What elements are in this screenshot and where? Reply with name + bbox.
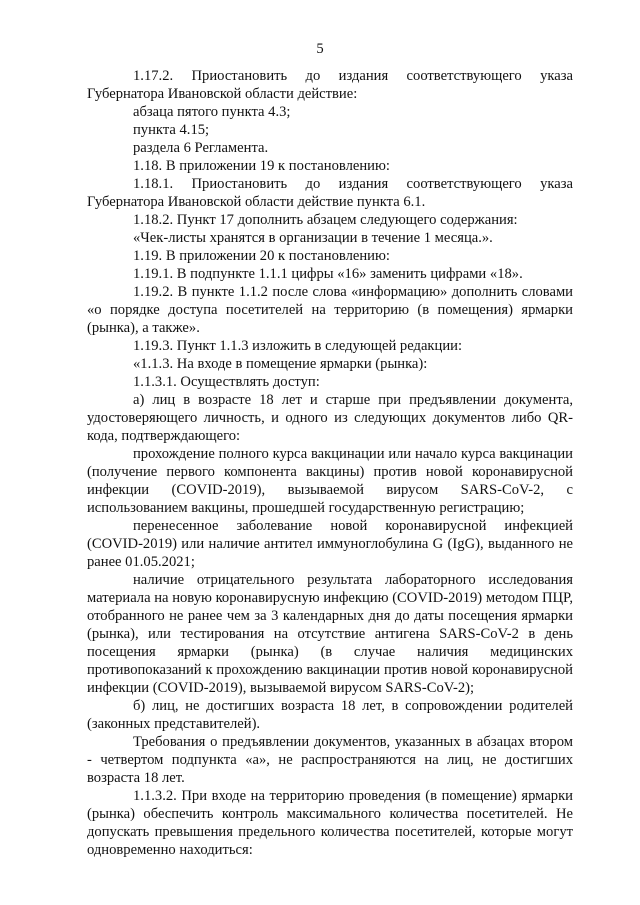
paragraph: 1.18. В приложении 19 к постановлению: — [133, 158, 390, 174]
paragraph: а) лиц в возрасте 18 лет и старше при предъявлении документа, удостоверяющего личность, и одного из следующих документов либо QR-кода, подтверждающего: — [87, 392, 573, 444]
paragraph: перенесенное заболевание новой коронавирусной инфекцией (COVID-2019) или наличие антител иммуноглобулина G (IgG), выданного не ранее 01.05.2021; — [87, 518, 573, 570]
paragraph: Требования о предъявлении документов, указанных в абзацах втором - четвертом подпункта «а», не распространяются на лиц, не достигших возраста 18 лет. — [87, 734, 573, 786]
paragraph: пункта 4.15; — [133, 122, 210, 138]
paragraph: 1.19.1. В подпункте 1.1.1 цифры «16» заменить цифрами «18». — [133, 266, 523, 282]
paragraph: раздела 6 Регламента. — [133, 140, 269, 156]
paragraph: 1.17.2. Приостановить до издания соответствующего указа Губернатора Ивановской области действие: — [87, 68, 573, 102]
paragraph: «1.1.3. На входе в помещение ярмарки (рынка): — [133, 356, 428, 372]
page-number: 5 — [316, 41, 324, 57]
paragraph: 1.18.1. Приостановить до издания соответствующего указа Губернатора Ивановской области действие пункта 6.1. — [87, 176, 573, 210]
paragraph: 1.19.3. Пункт 1.1.3 изложить в следующей редакции: — [133, 338, 462, 354]
paragraph: 1.18.2. Пункт 17 дополнить абзацем следующего содержания: — [133, 212, 518, 228]
paragraph: б) лиц, не достигших возраста 18 лет, в сопровождении родителей (законных представителей). — [87, 698, 573, 732]
paragraph: 1.1.3.2. При входе на территорию проведения (в помещение) ярмарки (рынка) обеспечить контроль максимального количества посетителей. Не допускать превышения предельного количества посетителей, которые могут одновременно находиться: — [87, 788, 573, 858]
paragraph: «Чек-листы хранятся в организации в течение 1 месяца.». — [133, 230, 493, 246]
document-body — [87, 67, 573, 859]
paragraph: 1.19. В приложении 20 к постановлению: — [133, 248, 390, 264]
paragraph: наличие отрицательного результата лабораторного исследования материала на новую коронавирусную инфекцию (COVID-2019) методом ПЦР, отобранного не ранее чем за 3 календарных дня до даты посещения ярмарки (рынка), или тестирования на отсутствие антигена SARS-CoV-2 в день посещения ярмарки (рынка) (в случае наличия медицинских противопоказаний к прохождению вакцинации против новой коронавирусной инфекции (COVID-2019), вызываемой вирусом SARS-CoV-2); — [87, 572, 573, 696]
paragraph: 1.1.3.1. Осуществлять доступ: — [133, 374, 320, 390]
paragraph: прохождение полного курса вакцинации или начало курса вакцинации (получение первого компонента вакцины) против новой коронавирусной инфекции (COVID-2019), вызываемой вирусом SARS-CoV-2, с использованием вакцины, прошедшей государственную регистрацию; — [87, 446, 573, 516]
paragraph: 1.19.2. В пункте 1.1.2 после слова «информацию» дополнить словами «о порядке доступа посетителей на территорию (в помещения) ярмарки (рынка), а также». — [87, 284, 573, 336]
paragraph: абзаца пятого пункта 4.3; — [133, 104, 291, 120]
